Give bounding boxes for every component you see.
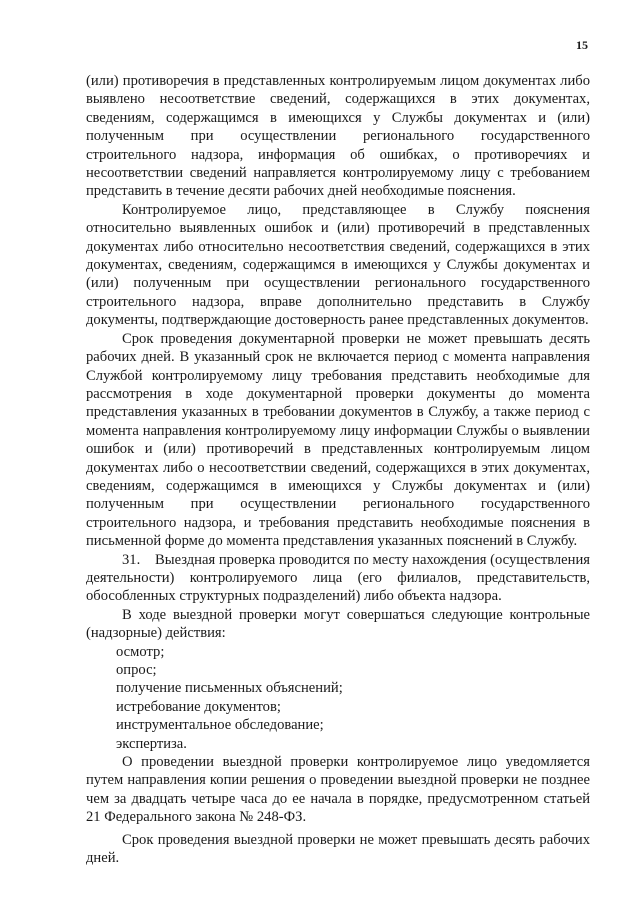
paragraph-documentary-term: Срок проведения документарной проверки не может превышать десять рабочих дней. В указанный срок не включается период с момента направления Службой контролируемому лицу требования представить необходимые для рассмотрения в ходе документарной проверки документы до момента представления указанных в требовании документов в Службу, а также период с момента направления контролируемому лицу информации Службы о выявлении ошибок и (или) противоречий в представленных контролируемым лицом документах либо о несоответствии сведений, содержащихся в этих документах, сведениям, содержащимся в имеющихся у Службы документах и (или) полученным при осуществлении регионального государственного строительного надзора, и требования представить необходимые пояснения в письменной форме до момента представления указанных пояснений в Службу.: [86, 330, 590, 550]
list-item: истребование документов;: [116, 698, 281, 715]
list-item: осмотр;: [116, 643, 165, 660]
list-item: инструментальное обследование;: [116, 717, 324, 734]
page-number: 15: [576, 38, 588, 52]
paragraph-notification: О проведении выездной проверки контролируемое лицо уведомляется путем направления копии решения о проведении выездной проверки не позднее чем за двадцать четыре часа до ее начала в порядке, предусмотренном статьей 21 Федерального закона № 248-ФЗ.: [86, 754, 590, 826]
paragraph-continuation: (или) противоречия в представленных контролируемым лицом документах либо выявлено несоответствие сведений, содержащихся в этих документах, сведениям, содержащимся в имеющихся у Службы документах и (или) полученным при осуществлении регионального государственного строительного надзора, информация об ошибках, о противоречиях и несоответствии сведений направляется контролируемому лицу с требованием представить в течение десяти рабочих дней необходимые пояснения.: [86, 73, 590, 200]
list-item: опрос;: [116, 662, 157, 678]
document-body: [86, 72, 590, 867]
control-actions-list: [86, 643, 590, 753]
paragraph-31-onsite-inspection: 31. Выездная проверка проводится по месту нахождения (осуществления деятельности) контролируемого лица (его филиалов, представительств, обособленных структурных подразделений) либо объекта надзора.: [86, 551, 590, 605]
list-item: получение письменных объяснений;: [116, 680, 343, 697]
paragraph-onsite-term: Срок проведения выездной проверки не может превышать десять рабочих дней.: [86, 831, 590, 867]
list-item: экспертиза.: [116, 735, 187, 752]
paragraph-explanations: Контролируемое лицо, представляющее в Службу пояснения относительно выявленных ошибок и (или) противоречий в представленных документах либо относительно несоответствия сведений, содержащихся в этих документах, сведениям, содержащимся в имеющихся у Службы документах и (или) полученным при осуществлении регионального государственного строительного надзора, вправе дополнительно представить в Службу документы, подтверждающие достоверность ранее представленных документов.: [86, 201, 590, 329]
paragraph-control-actions: В ходе выездной проверки могут совершаться следующие контрольные (надзорные) действия:: [86, 606, 590, 642]
